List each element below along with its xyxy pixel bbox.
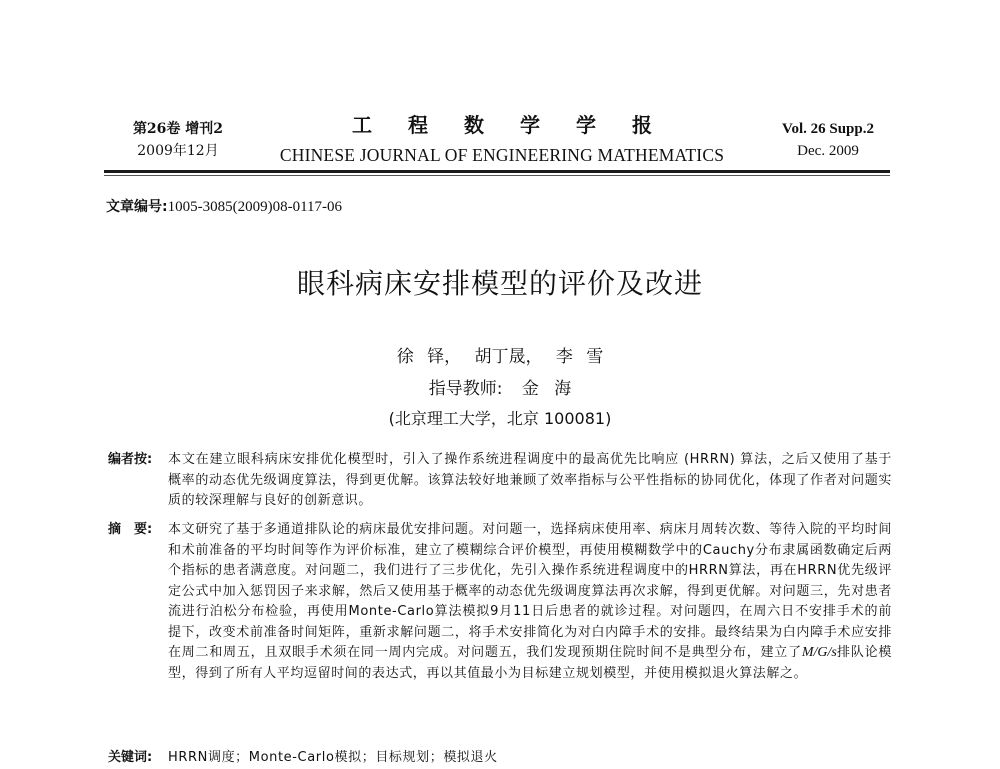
keywords-label: 关键词: [108,750,153,765]
abstract-text-part1: 本文研究了基于多通道排队论的病床最优安排问题。对问题一，选择病床使用率、病床月周转次数、等待入院的平均时间和术前准备的平均时间等作为评价标准，建立了模糊综合评价模型，再使用模糊数学中的Cauchy分布隶属函数确定后两个指标的患者满意度。对问题二，我们进行了三步优化，先引入操作系统进程调度中的HRRN算法，再在HRRN优先级评定公式中加入惩罚因子来求解，然后又使用基于概率的动态优先级调度算法再次求解，得到更优解。对问题三，先对患者流进行泊松分布检验，再使用Monte-Carlo算法模拟9月11日后患者的就诊过程。对问题四，在周六日不安排手术的前提下，改变术前准备时间矩阵，重新求解问题二，将手术安排简化为对白内障手术的安排。最终结果为白内障手术应安排在周二和周五，且双眼手术须在同一周内完成。对问题五，我们发现预期住院时间不是典型分布，建立了 [168,522,892,660]
abstract-label: 摘 要: [108,522,153,537]
volume-info-cn [118,118,238,162]
header-rule-thin [104,175,890,176]
journal-masthead [252,112,752,166]
abstract [108,520,892,684]
date-en: Dec. 2009 [797,143,859,159]
abstract-text-part2: 排队论模型，得到了所有人平均逗留时间的表达式，再以其值最小为目标建立规划模型，并使用模拟退火算法解之。 [168,645,892,681]
article-number-label: 文章编号: [106,199,168,215]
journal-title-cn: 工程数学学报 [352,113,688,137]
affiliation: (北京理工大学，北京 100081) [388,409,612,428]
paper-title: 眼科病床安排模型的评价及改进 [296,267,703,300]
date-cn: 2009年12月 [137,143,219,159]
journal-title-en: CHINESE JOURNAL OF ENGINEERING MATHEMATICS [279,145,725,165]
advisor-label: 指导教师: [428,379,503,399]
advisor [0,374,1000,399]
keywords-text: HRRN调度；Monte-Carlo模拟；目标规划；模拟退火 [168,750,498,765]
volume-issue-cn: 第26卷 增刊2 [132,121,224,137]
editor-note-text: 本文在建立眼科病床安排优化模型时，引入了操作系统进程调度中的最高优先比响应 (HRRN) 算法，之后又使用了基于概率的动态优先级调度算法，得到更优解。该算法较好地兼顾了效率指标与公平性指标的协同优化，体现了作者对问题实质的较深理解与良好的创新意识。 [168,452,892,508]
header-rule-thick [104,170,890,173]
article-number-value: 1005-3085(2009)08-0117-06 [167,199,343,215]
volume-info-en [758,118,898,162]
advisor-name: 金 海 [521,379,572,399]
volume-issue-en: Vol. 26 Supp.2 [782,121,874,137]
article-number [106,196,342,216]
editor-note [108,450,892,512]
abstract-math-queue-model: M/G/s [801,645,837,660]
authors: 徐 铎， 胡丁晟， 李 雪 [396,347,604,367]
keywords [108,748,892,769]
editor-note-label: 编者按: [108,452,153,467]
abstract-text [168,520,892,684]
